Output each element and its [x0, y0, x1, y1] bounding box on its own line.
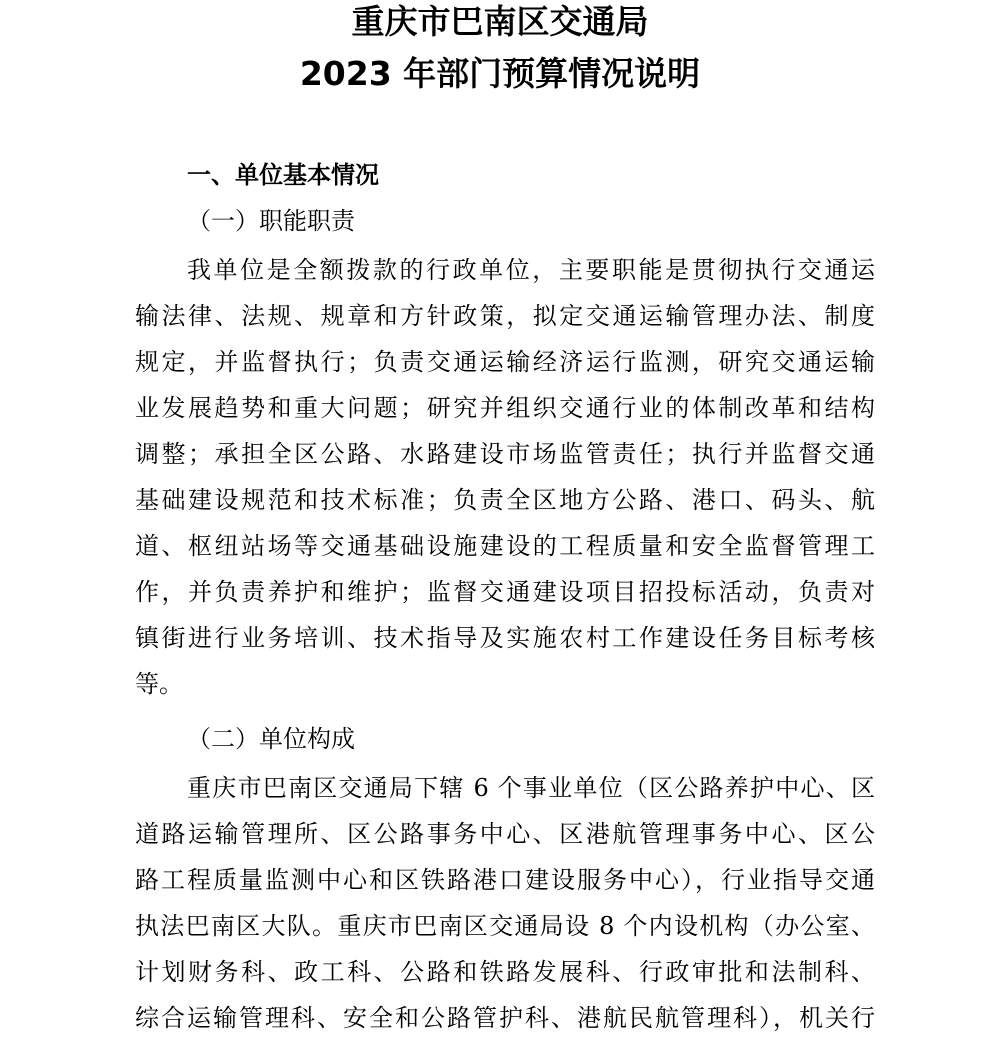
document-title-line2: 2023 年部门预算情况说明 [299, 54, 701, 93]
document-title-line1: 重庆市巴南区交通局 [351, 2, 649, 41]
paragraph-line: 综合运输管理科、安全和公路管护科、港航民航管理科），机关行 [135, 1004, 875, 1032]
paragraph-line: 作，并负责养护和维护；监督交通建设项目招投标活动，负责对 [135, 578, 875, 606]
paragraph-line: 规定，并监督执行；负责交通运输经济运行监测，研究交通运输 [135, 348, 875, 376]
paragraph-composition [135, 765, 875, 1041]
paragraph-line: 镇街进行业务培训、技术指导及实施农村工作建设任务目标考核 [135, 624, 875, 652]
paragraph-functions [135, 247, 875, 707]
paragraph-line: 业发展趋势和重大问题；研究并组织交通行业的体制改革和结构 [135, 394, 875, 422]
paragraph-line: 重庆市巴南区交通局下辖 6 个事业单位（区公路养护中心、区 [187, 774, 875, 802]
paragraph-line: 道路运输管理所、区公路事务中心、区港航管理事务中心、区公 [135, 820, 875, 848]
section-heading-basic-info: 一、单位基本情况 [187, 161, 379, 189]
paragraph-line: 执法巴南区大队。重庆市巴南区交通局设 8 个内设机构（办公室、 [135, 912, 875, 940]
paragraph-line: 等。 [135, 670, 183, 698]
paragraph-line: 调整；承担全区公路、水路建设市场监管责任；执行并监督交通 [135, 440, 875, 468]
paragraph-line: 我单位是全额拨款的行政单位，主要职能是贯彻执行交通运 [187, 256, 875, 284]
subsection-heading-composition: （二）单位构成 [187, 725, 355, 753]
paragraph-line: 输法律、法规、规章和方针政策，拟定交通运输管理办法、制度 [135, 302, 875, 330]
paragraph-line: 基础建设规范和技术标准；负责全区地方公路、港口、码头、航 [135, 486, 875, 514]
paragraph-line: 道、枢纽站场等交通基础设施建设的工程质量和安全监督管理工 [135, 532, 875, 560]
paragraph-line: 计划财务科、政工科、公路和铁路发展科、行政审批和法制科、 [135, 958, 875, 986]
subsection-heading-functions: （一）职能职责 [187, 207, 355, 235]
paragraph-line: 路工程质量监测中心和区铁路港口建设服务中心），行业指导交通 [135, 866, 875, 894]
